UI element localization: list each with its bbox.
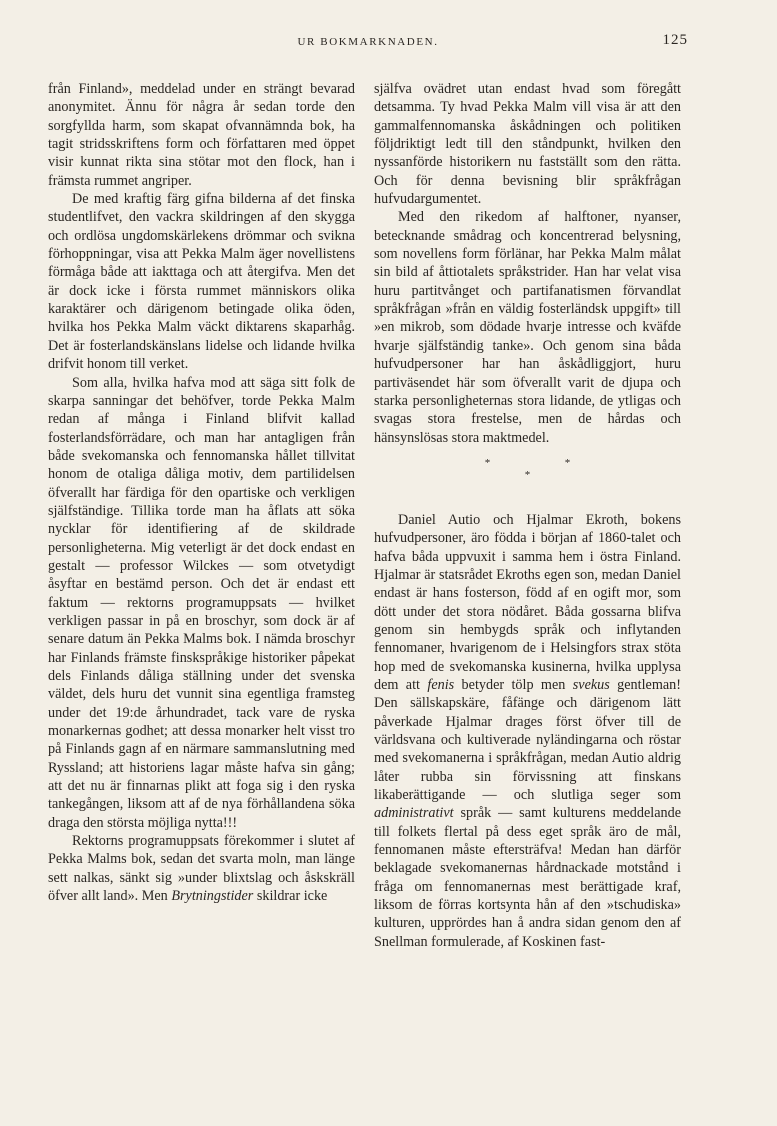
section-break (374, 457, 681, 481)
paragraph (48, 832, 355, 905)
book-title-italic: Brytningstider (171, 888, 254, 905)
page-number: 125 (662, 32, 688, 48)
paragraph (374, 511, 681, 951)
text-run: skildrar icke (253, 888, 328, 905)
italic-word: svekus (572, 676, 610, 693)
text-run: Daniel Autio och Hjalmar Ekroth, bokens hufvudpersoner, äro födda i början af 1860-talet och hafva båda uppvuxit i samma hem i östra Finland. Hjalmar är statsrådet Ekroths egen son, medan Daniel endast är hans fosterson, född af en ogift mor, som dött under det stora nödåret. Båda gossarna blifva genom sin hembygds språk och inflytanden fennomaner, hvarigenom de i Helsingfors strax stöta hop med de svekomanska kusinerna, hvilka upplysa dem att (374, 511, 681, 693)
asterisk-ornament: * (484, 456, 491, 469)
text-run: gentleman! Den sällskapskäre, fåfänge och därigenom lätt påverkade Hjalmar drages först öfver till de världsvana och kultiverade nyländingarna och röstar med svekomanerna i språkfrågan, medan Autio aldrig låter rubba sin förvissning att finskans likaberättigande — och slutliga seger som (374, 676, 681, 804)
text-run: språk — samt kulturens meddelande till folkets flertal på dess eget språk äro de mål, fennomanen måste eftersträfva! Medan han därför beklagade svekomanernas hårdnackade motstånd i fråga om fennomanernas mest berättigade kraf, liksom de förras kortsynta hån af den »tschudiska» kulturen, upprördes han å andra sidan genom den af Snellman formulerade, af Koskinen fast- (374, 805, 681, 950)
running-title: UR BOKMARKNADEN. (297, 36, 439, 48)
asterisk-ornament: * (564, 456, 571, 469)
italic-word: administrativt (374, 805, 454, 822)
asterisk-ornament: * (524, 468, 531, 481)
italic-word: fenis (427, 676, 455, 693)
paragraph: själfva ovädret utan endast hvad som föregått detsamma. Ty hvad Pekka Malm vill visa är att den gammalfennomanska åskådningen och politiken följdriktigt ledt till den ståndpunkt, hvilken den nyssanförde historikern nu fastställt som den rätta. Och för denna bevisning blir språkfrågan hufvudargumentet. (374, 81, 681, 208)
left-column (48, 80, 355, 905)
text-run: Rektorns programuppsats förekommer i slutet af Pekka Malms bok, sedan det svarta moln, man länge sett nalkas, sänkt sig »under blixtslag och åskskräll öfver allt land». Men (48, 833, 355, 905)
paragraph: De med kraftig färg gifna bilderna af det finska studentlifvet, den vackra skildringen af den skygga och ordlösa ungdomskärlekens drömmar och svikna förhoppningar, visa att Pekka Malm äger novellistens förmåga både att iakttaga och att återgifva. Men det är dock icke i första rummet människors olika karaktärer och därigenom betingade olika öden, hvilka hos Pekka Malm väckt diktarens skaparhåg. Det är fosterlandskänslans lidelse och lidande hvilka drifvit honom till verket. (48, 191, 355, 373)
paragraph: Som alla, hvilka hafva mod att säga sitt folk de skarpa sanningar det behöfver, torde Pekka Malm redan af många i Finland blifvit kallad fosterlandsförrädare, och man har antagligen från både svekomanska och fennomanska hållet tillvitat honom de otaliga dåliga motiv, dem partilidelsen öfverallt har färdiga för den opartiske och verkligen själfständige. Tillika torde man ha åflats att söka nycklar för identifiering af de skildrade personligheterna. Mig veterligt är det dock endast en gestalt — professor Wilckes — som otvetydigt åsyftar en bestämd person. Och det är endast ett faktum — rektorns programuppsats — hvilket verkligen passar in på en broschyr, som dock är af senare datum än Pekka Malms bok. I nämda broschyr har Finlands främste finskspråkige historiker påpekat dels Finlands dåliga ställning under det svenska väldet, dels huru det vunnit sina egentliga framsteg under det 19:de århundradet, tack vare de ryska monarkernas godhet; att dessa monarker helt visst tro på Finlands gagn af en närmare sammanslutning med Ryssland; att historiens lagar måste hafva sin gång; att det nu är finnarnas plikt att foga sig i den ryska tankegången, liksom att af de nya förhållandena söka draga den största möjliga nytta!!! (48, 374, 355, 831)
page-header (48, 34, 688, 54)
text-run: betyder tölp men (454, 676, 573, 693)
paragraph: från Finland», meddelad under en strängt bevarad anonymitet. Ännu för några år sedan torde den sorgfyllda harm, som skapat ofvannämnda bok, ha tagit stridsskriftens form och författaren med öppet visir kunnat rikta sina stötar mot den flock, han i främsta rummet angriper. (48, 81, 355, 189)
right-column (374, 80, 681, 951)
paragraph: Med den rikedom af halftoner, nyanser, betecknande smådrag och koncentrerad belysning, som novellens form förlänar, har Pekka Malm målat sin bild af åttiotalets språkstrider. Han har velat visa huru partitvånget och partifanatismen förvandlat språkfrågan »från en väldig fosterländsk uppgift» till »en mikrob, som dödade hvarje intresse och kväfde hvarje själfständig tanke». Och genom sina båda hufvudpersoner har han åskådliggjort, huru partiväsendet här som öfverallt varit de djupa och starka personligheternas stora lidande, de ytligas och svagas stora frestelse, men de hårdas och hänsynslösas stora maktmedel. (374, 209, 681, 446)
